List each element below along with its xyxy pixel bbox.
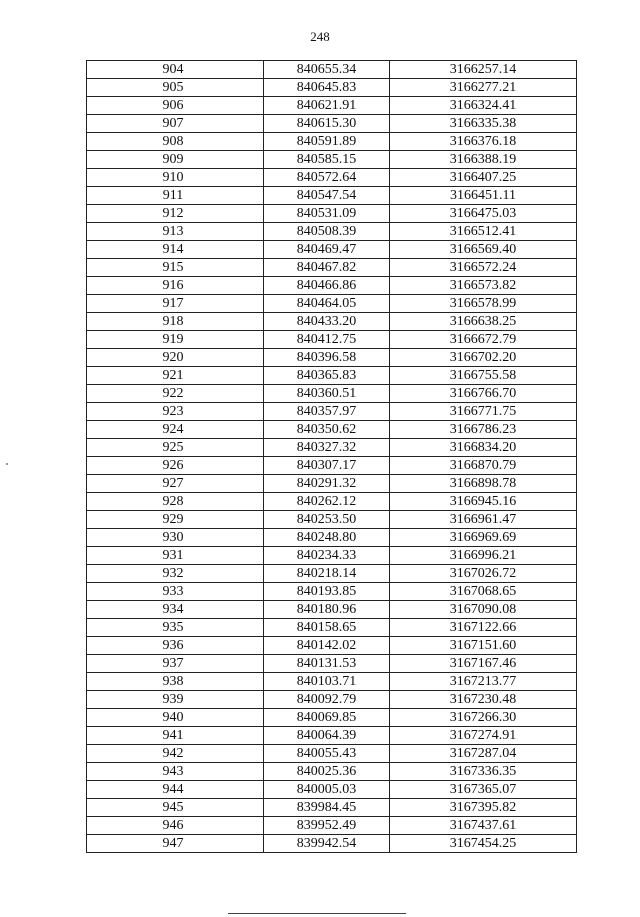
table-row — [87, 835, 577, 853]
point-number-cell: 907 — [87, 115, 264, 133]
x-coordinate-cell: 840291.32 — [264, 475, 390, 493]
point-number-cell: 943 — [87, 763, 264, 781]
y-coordinate-cell: 3166324.41 — [390, 97, 577, 115]
table-row — [87, 79, 577, 97]
y-coordinate-cell: 3167336.35 — [390, 763, 577, 781]
y-coordinate-cell: 3167167.46 — [390, 655, 577, 673]
x-coordinate-cell: 840064.39 — [264, 727, 390, 745]
table-row — [87, 241, 577, 259]
point-number-cell: 925 — [87, 439, 264, 457]
y-coordinate-cell: 3166572.24 — [390, 259, 577, 277]
point-number-cell: 911 — [87, 187, 264, 205]
table-row — [87, 547, 577, 565]
y-coordinate-cell: 3166969.69 — [390, 529, 577, 547]
y-coordinate-cell: 3166961.47 — [390, 511, 577, 529]
y-coordinate-cell: 3166277.21 — [390, 79, 577, 97]
table-row — [87, 493, 577, 511]
x-coordinate-cell: 840585.15 — [264, 151, 390, 169]
coordinate-table — [86, 60, 577, 853]
y-coordinate-cell: 3167274.91 — [390, 727, 577, 745]
y-coordinate-cell: 3166569.40 — [390, 241, 577, 259]
table-row — [87, 133, 577, 151]
x-coordinate-cell: 840092.79 — [264, 691, 390, 709]
y-coordinate-cell: 3166512.41 — [390, 223, 577, 241]
y-coordinate-cell: 3166786.23 — [390, 421, 577, 439]
table-row — [87, 421, 577, 439]
point-number-cell: 946 — [87, 817, 264, 835]
scan-speck — [6, 463, 8, 465]
x-coordinate-cell: 840467.82 — [264, 259, 390, 277]
y-coordinate-cell: 3166376.18 — [390, 133, 577, 151]
y-coordinate-cell: 3166766.70 — [390, 385, 577, 403]
y-coordinate-cell: 3166388.19 — [390, 151, 577, 169]
table-row — [87, 763, 577, 781]
table-row — [87, 205, 577, 223]
y-coordinate-cell: 3167395.82 — [390, 799, 577, 817]
x-coordinate-cell: 840103.71 — [264, 673, 390, 691]
y-coordinate-cell: 3167266.30 — [390, 709, 577, 727]
point-number-cell: 931 — [87, 547, 264, 565]
table-row — [87, 511, 577, 529]
table-row — [87, 169, 577, 187]
point-number-cell: 909 — [87, 151, 264, 169]
point-number-cell: 928 — [87, 493, 264, 511]
table-row — [87, 223, 577, 241]
x-coordinate-cell: 840069.85 — [264, 709, 390, 727]
y-coordinate-cell: 3166870.79 — [390, 457, 577, 475]
table-row — [87, 655, 577, 673]
table-row — [87, 709, 577, 727]
point-number-cell: 918 — [87, 313, 264, 331]
x-coordinate-cell: 840025.36 — [264, 763, 390, 781]
x-coordinate-cell: 840365.83 — [264, 367, 390, 385]
x-coordinate-cell: 840547.54 — [264, 187, 390, 205]
x-coordinate-cell: 840433.20 — [264, 313, 390, 331]
point-number-cell: 920 — [87, 349, 264, 367]
table-row — [87, 817, 577, 835]
table-row — [87, 385, 577, 403]
y-coordinate-cell: 3166578.99 — [390, 295, 577, 313]
x-coordinate-cell: 840350.62 — [264, 421, 390, 439]
point-number-cell: 937 — [87, 655, 264, 673]
table-row — [87, 439, 577, 457]
table-row — [87, 97, 577, 115]
point-number-cell: 947 — [87, 835, 264, 853]
x-coordinate-cell: 840180.96 — [264, 601, 390, 619]
y-coordinate-cell: 3166702.20 — [390, 349, 577, 367]
x-coordinate-cell: 840005.03 — [264, 781, 390, 799]
table-row — [87, 745, 577, 763]
y-coordinate-cell: 3167068.65 — [390, 583, 577, 601]
x-coordinate-cell: 840360.51 — [264, 385, 390, 403]
point-number-cell: 904 — [87, 61, 264, 79]
table-row — [87, 799, 577, 817]
table-row — [87, 691, 577, 709]
point-number-cell: 944 — [87, 781, 264, 799]
point-number-cell: 930 — [87, 529, 264, 547]
point-number-cell: 916 — [87, 277, 264, 295]
y-coordinate-cell: 3166335.38 — [390, 115, 577, 133]
table-row — [87, 115, 577, 133]
x-coordinate-cell: 840055.43 — [264, 745, 390, 763]
x-coordinate-cell: 840248.80 — [264, 529, 390, 547]
y-coordinate-cell: 3167230.48 — [390, 691, 577, 709]
x-coordinate-cell: 840193.85 — [264, 583, 390, 601]
y-coordinate-cell: 3166257.14 — [390, 61, 577, 79]
table-row — [87, 259, 577, 277]
x-coordinate-cell: 840142.02 — [264, 637, 390, 655]
x-coordinate-cell: 840469.47 — [264, 241, 390, 259]
y-coordinate-cell: 3166755.58 — [390, 367, 577, 385]
y-coordinate-cell: 3166996.21 — [390, 547, 577, 565]
x-coordinate-cell: 840262.12 — [264, 493, 390, 511]
point-number-cell: 906 — [87, 97, 264, 115]
point-number-cell: 927 — [87, 475, 264, 493]
x-coordinate-cell: 840466.86 — [264, 277, 390, 295]
point-number-cell: 910 — [87, 169, 264, 187]
x-coordinate-cell: 840621.91 — [264, 97, 390, 115]
x-coordinate-cell: 840253.50 — [264, 511, 390, 529]
x-coordinate-cell: 840508.39 — [264, 223, 390, 241]
point-number-cell: 938 — [87, 673, 264, 691]
table-row — [87, 403, 577, 421]
y-coordinate-cell: 3167287.04 — [390, 745, 577, 763]
table-row — [87, 277, 577, 295]
x-coordinate-cell: 839942.54 — [264, 835, 390, 853]
point-number-cell: 915 — [87, 259, 264, 277]
y-coordinate-cell: 3166672.79 — [390, 331, 577, 349]
x-coordinate-cell: 840396.58 — [264, 349, 390, 367]
point-number-cell: 914 — [87, 241, 264, 259]
y-coordinate-cell: 3166771.75 — [390, 403, 577, 421]
x-coordinate-cell: 839952.49 — [264, 817, 390, 835]
table-row — [87, 313, 577, 331]
point-number-cell: 941 — [87, 727, 264, 745]
y-coordinate-cell: 3167213.77 — [390, 673, 577, 691]
page-number: 248 — [310, 29, 330, 44]
x-coordinate-cell: 840655.34 — [264, 61, 390, 79]
y-coordinate-cell: 3167122.66 — [390, 619, 577, 637]
point-number-cell: 935 — [87, 619, 264, 637]
table-row — [87, 601, 577, 619]
table-row — [87, 727, 577, 745]
y-coordinate-cell: 3166834.20 — [390, 439, 577, 457]
table-row — [87, 331, 577, 349]
point-number-cell: 940 — [87, 709, 264, 727]
y-coordinate-cell: 3166573.82 — [390, 277, 577, 295]
y-coordinate-cell: 3166945.16 — [390, 493, 577, 511]
y-coordinate-cell: 3167151.60 — [390, 637, 577, 655]
point-number-cell: 913 — [87, 223, 264, 241]
point-number-cell: 936 — [87, 637, 264, 655]
y-coordinate-cell: 3167026.72 — [390, 565, 577, 583]
y-coordinate-cell: 3167454.25 — [390, 835, 577, 853]
bottom-edge-line — [228, 913, 406, 914]
table-row — [87, 457, 577, 475]
x-coordinate-cell: 839984.45 — [264, 799, 390, 817]
table-row — [87, 61, 577, 79]
y-coordinate-cell: 3166898.78 — [390, 475, 577, 493]
table-row — [87, 475, 577, 493]
point-number-cell: 923 — [87, 403, 264, 421]
point-number-cell: 945 — [87, 799, 264, 817]
point-number-cell: 908 — [87, 133, 264, 151]
y-coordinate-cell: 3167437.61 — [390, 817, 577, 835]
x-coordinate-cell: 840234.33 — [264, 547, 390, 565]
table-row — [87, 187, 577, 205]
table-row — [87, 583, 577, 601]
table-row — [87, 619, 577, 637]
point-number-cell: 917 — [87, 295, 264, 313]
point-number-cell: 933 — [87, 583, 264, 601]
point-number-cell: 922 — [87, 385, 264, 403]
point-number-cell: 939 — [87, 691, 264, 709]
table-row — [87, 637, 577, 655]
x-coordinate-cell: 840158.65 — [264, 619, 390, 637]
point-number-cell: 921 — [87, 367, 264, 385]
point-number-cell: 912 — [87, 205, 264, 223]
x-coordinate-cell: 840531.09 — [264, 205, 390, 223]
x-coordinate-cell: 840218.14 — [264, 565, 390, 583]
table-row — [87, 673, 577, 691]
x-coordinate-cell: 840307.17 — [264, 457, 390, 475]
table-row — [87, 349, 577, 367]
x-coordinate-cell: 840412.75 — [264, 331, 390, 349]
point-number-cell: 924 — [87, 421, 264, 439]
x-coordinate-cell: 840464.05 — [264, 295, 390, 313]
x-coordinate-cell: 840615.30 — [264, 115, 390, 133]
point-number-cell: 926 — [87, 457, 264, 475]
x-coordinate-cell: 840645.83 — [264, 79, 390, 97]
table-row — [87, 529, 577, 547]
y-coordinate-cell: 3166638.25 — [390, 313, 577, 331]
point-number-cell: 942 — [87, 745, 264, 763]
x-coordinate-cell: 840591.89 — [264, 133, 390, 151]
point-number-cell: 934 — [87, 601, 264, 619]
point-number-cell: 905 — [87, 79, 264, 97]
point-number-cell: 932 — [87, 565, 264, 583]
x-coordinate-cell: 840572.64 — [264, 169, 390, 187]
coordinate-table-body — [87, 61, 577, 853]
table-row — [87, 295, 577, 313]
point-number-cell: 929 — [87, 511, 264, 529]
point-number-cell: 919 — [87, 331, 264, 349]
x-coordinate-cell: 840131.53 — [264, 655, 390, 673]
table-row — [87, 565, 577, 583]
table-row — [87, 367, 577, 385]
y-coordinate-cell: 3166407.25 — [390, 169, 577, 187]
y-coordinate-cell: 3166451.11 — [390, 187, 577, 205]
y-coordinate-cell: 3167090.08 — [390, 601, 577, 619]
x-coordinate-cell: 840357.97 — [264, 403, 390, 421]
y-coordinate-cell: 3166475.03 — [390, 205, 577, 223]
y-coordinate-cell: 3167365.07 — [390, 781, 577, 799]
x-coordinate-cell: 840327.32 — [264, 439, 390, 457]
table-row — [87, 781, 577, 799]
table-row — [87, 151, 577, 169]
